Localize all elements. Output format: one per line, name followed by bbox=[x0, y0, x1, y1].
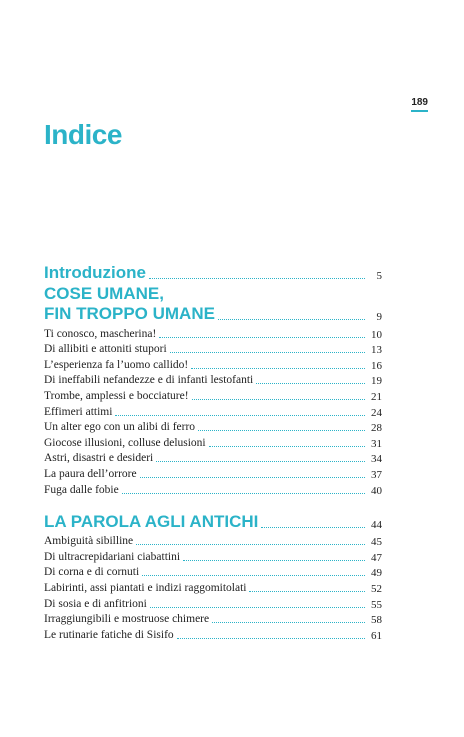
toc-entry-page: 31 bbox=[371, 437, 382, 450]
toc-entry-page: 13 bbox=[371, 344, 382, 357]
toc-entry-label: Effimeri attimi bbox=[44, 405, 113, 418]
toc-entry[interactable] bbox=[44, 372, 382, 388]
toc-entry-label: Introduzione bbox=[44, 263, 146, 282]
dot-leader bbox=[249, 591, 365, 592]
dot-leader bbox=[198, 430, 365, 431]
toc-entry[interactable] bbox=[44, 325, 382, 341]
section-heading-line2: FIN TROPPO UMANE bbox=[44, 304, 215, 323]
dot-leader bbox=[142, 575, 365, 576]
table-of-contents bbox=[44, 262, 382, 656]
toc-entry-label: Di ultracrepidariani ciabattini bbox=[44, 550, 181, 563]
dot-leader bbox=[140, 477, 365, 478]
toc-section-parola-antichi bbox=[44, 511, 382, 642]
section-heading-line1: COSE UMANE, bbox=[44, 284, 164, 303]
toc-entry-page: 44 bbox=[371, 518, 382, 531]
toc-entry[interactable] bbox=[44, 533, 382, 549]
toc-entry[interactable] bbox=[44, 450, 382, 466]
toc-section-heading[interactable] bbox=[44, 303, 382, 323]
dot-leader bbox=[192, 399, 365, 400]
toc-entry-page: 58 bbox=[371, 614, 382, 627]
toc-entry[interactable] bbox=[44, 341, 382, 357]
dot-leader bbox=[156, 461, 365, 462]
toc-entry-label: Le rutinarie fatiche di Sisifo bbox=[44, 628, 174, 641]
toc-entry-page: 24 bbox=[371, 406, 382, 419]
toc-entry-label: Labirinti, assi piantati e indizi raggomitolati bbox=[44, 581, 247, 594]
section-heading: LA PAROLA AGLI ANTICHI bbox=[44, 511, 259, 531]
toc-entry[interactable] bbox=[44, 387, 382, 403]
toc-entry-page: 61 bbox=[371, 629, 382, 642]
toc-entry-label: La paura dell’orrore bbox=[44, 467, 137, 480]
dot-leader bbox=[209, 446, 365, 447]
toc-section-heading[interactable] bbox=[44, 511, 382, 531]
toc-entry[interactable] bbox=[44, 579, 382, 595]
toc-entry[interactable] bbox=[44, 465, 382, 481]
toc-entry-page: 28 bbox=[371, 422, 382, 435]
toc-entry[interactable] bbox=[44, 611, 382, 627]
toc-section-cose-umane bbox=[44, 284, 382, 497]
toc-entry-page: 34 bbox=[371, 453, 382, 466]
dot-leader bbox=[256, 383, 365, 384]
dot-leader bbox=[136, 544, 365, 545]
dot-leader bbox=[122, 493, 365, 494]
dot-leader bbox=[149, 278, 365, 279]
toc-entry[interactable] bbox=[44, 626, 382, 642]
dot-leader bbox=[115, 415, 365, 416]
toc-entry-label: Ambiguità sibilline bbox=[44, 535, 134, 548]
toc-entry-label: Trombe, amplessi e bocciature! bbox=[44, 389, 189, 402]
toc-entry[interactable] bbox=[44, 356, 382, 372]
toc-entry-label: L’esperienza fa l’uomo callido! bbox=[44, 358, 189, 371]
toc-entry-label: Ti conosco, mascherina! bbox=[44, 327, 157, 340]
toc-entry-page: 5 bbox=[376, 270, 382, 282]
toc-entry-label: Astri, disastri e desideri bbox=[44, 452, 154, 465]
toc-entry-label: Di ineffabili nefandezze e di infanti lestofanti bbox=[44, 374, 254, 387]
toc-intro-entry[interactable] bbox=[44, 262, 382, 282]
toc-entry[interactable] bbox=[44, 481, 382, 497]
toc-entry-label: Un alter ego con un alibi di ferro bbox=[44, 421, 196, 434]
toc-entry[interactable] bbox=[44, 403, 382, 419]
toc-entry-page: 16 bbox=[371, 359, 382, 372]
dot-leader bbox=[170, 352, 365, 353]
toc-entry[interactable] bbox=[44, 419, 382, 435]
index-title: Indice bbox=[44, 119, 122, 150]
toc-entry-page: 55 bbox=[371, 598, 382, 611]
toc-entry-label: Irraggiungibili e mostruose chimere bbox=[44, 613, 210, 626]
toc-entry-label: Di sosia e di anfitrioni bbox=[44, 597, 147, 610]
dot-leader bbox=[191, 368, 365, 369]
dot-leader bbox=[261, 527, 365, 528]
toc-entry[interactable] bbox=[44, 564, 382, 580]
toc-entry-page: 47 bbox=[371, 551, 382, 564]
toc-entry[interactable] bbox=[44, 548, 382, 564]
toc-entry-page: 10 bbox=[371, 328, 382, 341]
toc-entry-label: Giocose illusioni, colluse delusioni bbox=[44, 436, 206, 449]
dot-leader bbox=[218, 319, 365, 320]
toc-entry-page: 45 bbox=[371, 536, 382, 549]
toc-entry-page: 21 bbox=[371, 390, 382, 403]
toc-entry-label: Di allibiti e attoniti stupori bbox=[44, 343, 167, 356]
toc-entry-page: 19 bbox=[371, 375, 382, 388]
toc-entry[interactable] bbox=[44, 595, 382, 611]
section-items bbox=[44, 533, 382, 642]
toc-entry-page: 37 bbox=[371, 468, 382, 481]
toc-entry-page: 40 bbox=[371, 484, 382, 497]
toc-entry[interactable] bbox=[44, 434, 382, 450]
dot-leader bbox=[159, 337, 365, 338]
dot-leader bbox=[177, 638, 365, 639]
dot-leader bbox=[212, 622, 365, 623]
toc-entry-page: 9 bbox=[376, 311, 382, 323]
dot-leader bbox=[150, 607, 365, 608]
toc-entry-label: Di corna e di cornuti bbox=[44, 566, 140, 579]
toc-entry-label: Fuga dalle fobie bbox=[44, 483, 119, 496]
page-number: 189 bbox=[411, 97, 428, 112]
toc-entry-page: 49 bbox=[371, 567, 382, 580]
section-items bbox=[44, 325, 382, 497]
dot-leader bbox=[183, 560, 365, 561]
toc-entry-page: 52 bbox=[371, 582, 382, 595]
